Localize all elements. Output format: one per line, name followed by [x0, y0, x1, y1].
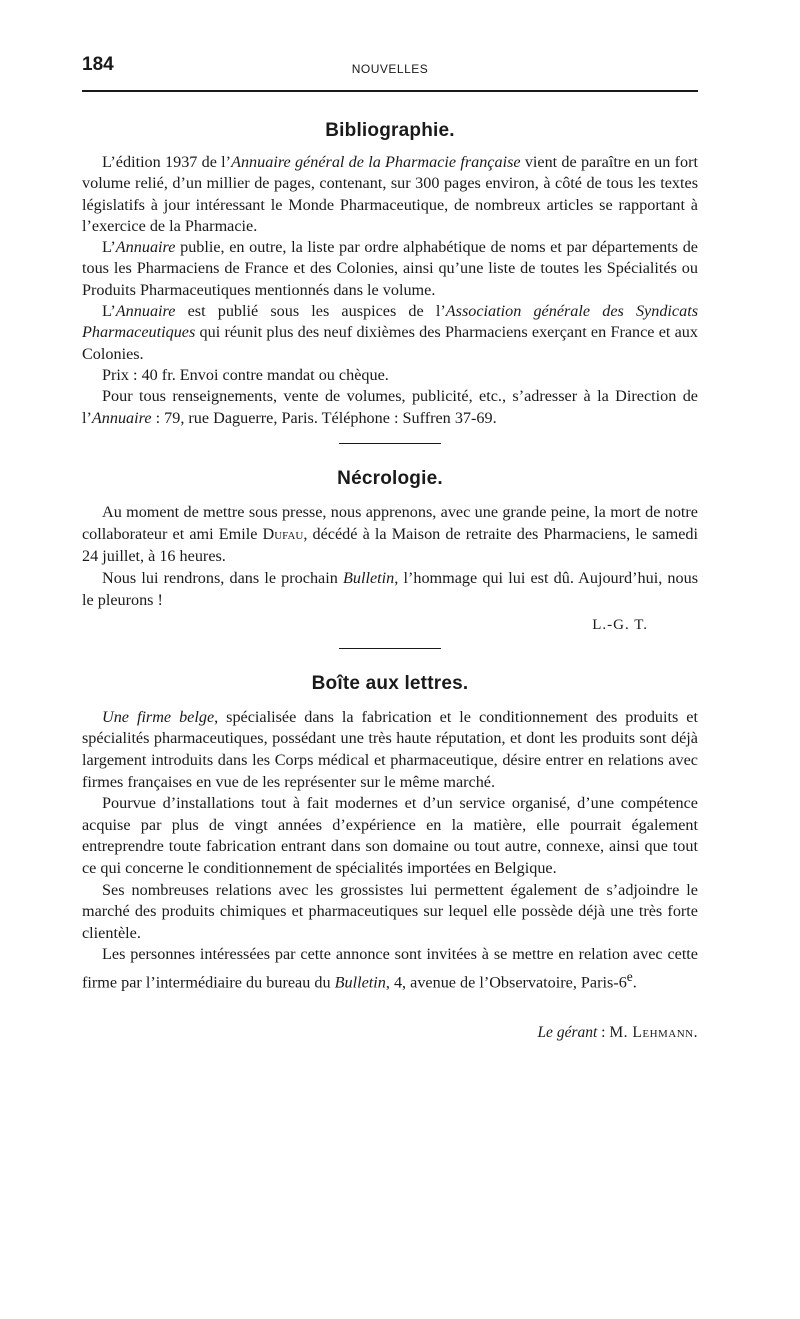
signature: L.-G. T. [592, 616, 648, 633]
gerant-separator: : [597, 1023, 610, 1041]
section-title: Nécrologie. [337, 467, 443, 489]
paragraph: Les personnes intéressées par cette annonce sont invitées à se mettre en relation avec cette firme par l’intermédiaire du bureau du Bulletin, 4, avenue de l’Observatoire, Paris-6e. [82, 945, 698, 992]
paragraph: Ses nombreuses relations avec les grossistes lui permettent également de s’adjoindre le marché des produits chimiques et pharmaceutiques sur lequel elle possède déjà une très forte clientèle. [82, 880, 698, 942]
header-rule [82, 90, 698, 92]
paragraph: Pour tous renseignements, vente de volumes, publicité, etc., s’adresser à la Direction de l’Annuaire : 79, rue Daguerre, Paris. Téléphone : Suffren 37-69. [82, 387, 698, 427]
section-necrologie [82, 468, 698, 634]
paragraph: Nous lui rendrons, dans le prochain Bulletin, l’hommage qui lui est dû. Aujourd’hui, nous le pleurons ! [82, 568, 698, 609]
text-run: Annuaire général de la Pharmacie française [231, 153, 521, 171]
paragraph: Au moment de mettre sous presse, nous apprenons, avec une grande peine, la mort de notre collaborateur et ami Emile Dufau, décédé à la Maison de retraite des Pharmaciens, le samedi 24 juillet, à 16 heures. [82, 502, 698, 565]
paragraph: L’édition 1937 de l’Annuaire général de la Pharmacie française vient de paraître en un fort volume relié, d’un millier de pages, contenant, sur 300 pages environ, à côté de tous les textes législatifs à jour intéressant le Monde Pharmaceutique, de nombreux articles se rapportant à l’exercice de la Pharmacie. [82, 153, 698, 235]
text-run: Annuaire [115, 302, 176, 321]
page-number: 184 [82, 54, 114, 75]
text-run: Annuaire [115, 238, 176, 257]
paragraph: L’Annuaire publie, en outre, la liste par ordre alphabétique de noms et par départements de tous les Pharmaciens de France et des Colonies, ainsi qu’une liste de toutes les Spécialités ou Produits Pharmaceutiques mentionnés dans le volume. [82, 238, 698, 299]
paragraph: Une firme belge, spécialisée dans la fabrication et le conditionnement des produits et spécialités pharmaceutiques, possédant une très haute réputation, et dont les produits sont déjà largement introduits dans les Corps médical et pharmaceutique, désire entrer en relations avec firmes françaises en vue de les représenter sur le même marché. [82, 707, 698, 791]
section-boite-aux-lettres [82, 673, 698, 994]
text-run: Association générale des Syndicats Pharmaceutiques [82, 302, 698, 342]
paragraph: Prix : 40 fr. Envoi contre mandat ou chèque. [102, 365, 389, 384]
section-separator [339, 443, 441, 444]
page [82, 52, 698, 1042]
section-separator [339, 648, 441, 649]
text-run: Dufau [262, 524, 304, 543]
section-bibliographie [82, 120, 698, 429]
running-head: NOUVELLES [351, 62, 429, 76]
text-run: Bulletin [343, 568, 395, 587]
text-run: Annuaire [91, 408, 152, 427]
gerant-label: Le gérant [537, 1023, 598, 1041]
text-run: Une firme belge [102, 707, 215, 726]
text-run: Bulletin [334, 973, 386, 992]
text-run: e [626, 968, 633, 984]
page-header [82, 52, 698, 86]
gerant-name: M. Lehmann. [609, 1023, 698, 1041]
paragraph: Pourvue d’installations tout à fait modernes et d’un service organisé, d’une compétence acquise par plus de vingt années d’expérience en la matière, elle pourrait également entreprendre toute fabrication entrant dans son domaine ou tout autre, connexe, ainsi que tout ce qui concerne le conditionnement de spécialités importées en Belgique. [82, 794, 698, 878]
paragraph: L’Annuaire est publié sous les auspices de l’Association générale des Syndicats Pharmaceutiques qui réunit plus des neuf dixièmes des Pharmaciens exerçant en France et aux Colonies. [82, 302, 698, 363]
section-title: Bibliographie. [325, 120, 455, 141]
section-title: Boîte aux lettres. [311, 672, 469, 694]
gerant-line [82, 1024, 698, 1042]
